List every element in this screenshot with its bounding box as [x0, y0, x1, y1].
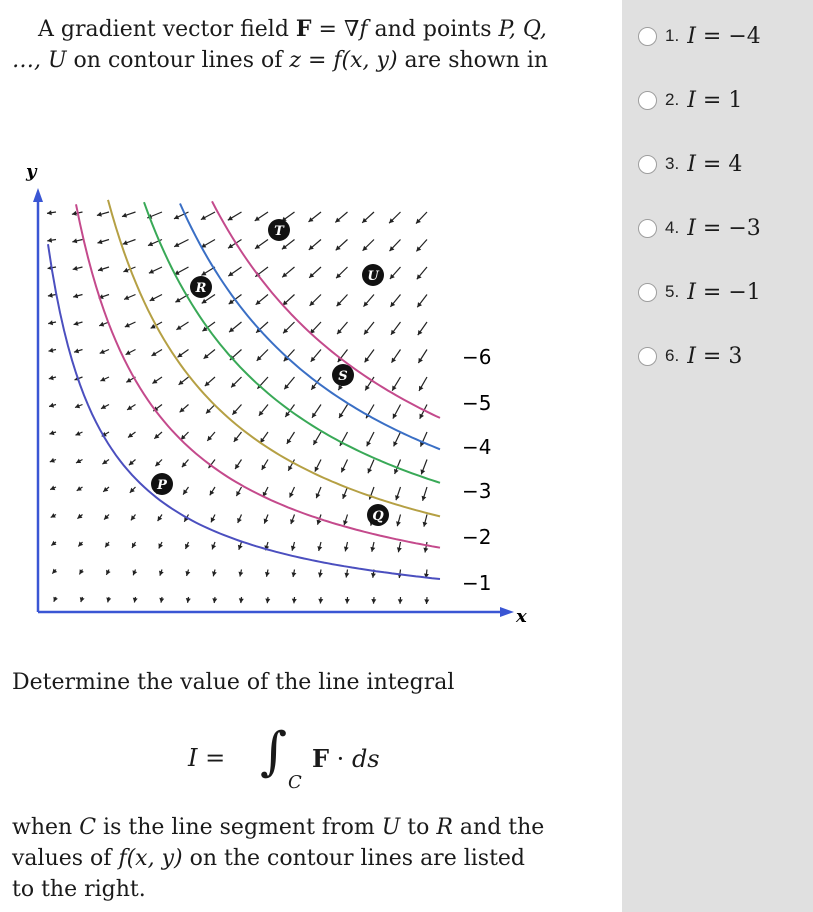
closing-text-3: to [407, 815, 430, 840]
option-5[interactable] [638, 277, 761, 307]
option-number: 5. [665, 282, 680, 301]
option-value: 4 [728, 151, 743, 177]
option-equation [687, 280, 761, 305]
option-equals: = [695, 215, 729, 241]
option-equals: = [695, 23, 729, 49]
svg-text:T: T [274, 224, 284, 239]
svg-text:R: R [195, 281, 207, 296]
contour-line [108, 200, 440, 517]
arrow-head-icon [105, 542, 110, 547]
option-variable: I [687, 87, 696, 113]
arrow-head-icon [398, 599, 403, 604]
option-value: 1 [728, 87, 743, 113]
arrow-head-icon [49, 375, 54, 380]
option-equation [687, 88, 742, 113]
arrow-head-icon [159, 598, 164, 603]
svg-text:U: U [367, 269, 379, 284]
option-equals: = [695, 151, 729, 177]
svg-text:S: S [338, 369, 348, 384]
contour-line [180, 204, 440, 450]
arrow-head-icon [396, 521, 401, 526]
level-label: −3 [462, 479, 492, 503]
arrow-head-icon [72, 211, 77, 216]
option-4[interactable] [638, 213, 761, 243]
arrow-head-icon [397, 547, 402, 552]
level-label: −5 [462, 391, 492, 415]
contour-level-labels [462, 345, 491, 595]
start-point: U [381, 815, 401, 840]
option-value: −4 [728, 23, 761, 49]
svg-text:Q: Q [372, 509, 384, 524]
intro-text-2: and points [374, 17, 492, 42]
integral-rhs [312, 744, 380, 773]
determine-text: Determine the value of the line integral [12, 670, 455, 695]
option-equation [687, 216, 761, 241]
arrow-head-icon [49, 348, 54, 353]
integrand-field: F [312, 744, 330, 773]
arrow-head-icon [292, 599, 297, 604]
y-axis-label: y [26, 161, 37, 182]
function-symbol: f [359, 17, 368, 42]
arrow-head-icon [345, 599, 350, 604]
closing-text-5: on the contour lines are listed to the right. [12, 846, 526, 902]
level-label: −1 [462, 571, 492, 595]
closing-text [12, 812, 552, 905]
option-variable: I [687, 23, 696, 49]
option-variable: I [687, 343, 696, 369]
option-2[interactable] [638, 85, 742, 115]
arrow-head-icon [73, 293, 78, 298]
intro-text-1: A gradient vector field [38, 17, 289, 42]
curve-symbol: C [79, 815, 97, 840]
svg-text:P: P [157, 478, 167, 493]
radio-button[interactable] [638, 219, 657, 238]
closing-text-2: is the line segment from [103, 815, 375, 840]
arrow-head-icon [178, 353, 183, 358]
radio-button[interactable] [638, 283, 657, 302]
option-value: 3 [728, 343, 743, 369]
arrow-head-icon [133, 598, 138, 603]
arrow-head-icon [228, 272, 233, 277]
arrow-head-icon [97, 212, 102, 217]
closing-text-1: when [12, 815, 73, 840]
option-number: 3. [665, 154, 680, 173]
arrow-head-icon [255, 244, 260, 249]
integral-lhs: I = [188, 744, 226, 772]
dot-product: · [329, 745, 352, 773]
arrow-head-icon [317, 546, 322, 551]
end-point: R [436, 815, 453, 840]
option-3[interactable] [638, 149, 742, 179]
option-variable: I [687, 215, 696, 241]
option-value: −1 [728, 279, 761, 305]
option-equation [687, 152, 742, 177]
point-t [268, 219, 290, 241]
arrow-head-icon [52, 569, 57, 574]
integral-sign: ∫ [260, 722, 288, 782]
x-axis-arrow-icon [500, 607, 514, 617]
contour-line [76, 204, 440, 547]
option-equation [687, 24, 761, 49]
integral-formula [188, 722, 448, 808]
point-q [367, 504, 389, 526]
y-axis-arrow-icon [33, 188, 43, 202]
arrow-head-icon [239, 598, 244, 603]
point-r [190, 276, 212, 298]
equals-sign: = [318, 17, 337, 42]
arrow-head-icon [424, 599, 429, 604]
intro-text [12, 14, 552, 76]
arrow-head-icon [73, 266, 78, 271]
point-p [151, 473, 173, 495]
option-value: −3 [728, 215, 761, 241]
arrow-head-icon [423, 548, 428, 553]
option-6[interactable] [638, 341, 742, 371]
arrow-head-icon [292, 572, 297, 577]
arrow-head-icon [371, 599, 376, 604]
option-number: 6. [665, 346, 680, 365]
integral-subscript: C [288, 772, 302, 793]
radio-button[interactable] [638, 155, 657, 174]
z-symbol: z [289, 48, 301, 73]
arrow-head-icon [265, 599, 270, 604]
integrand-ds: ds [351, 745, 380, 773]
arrow-head-icon [183, 489, 188, 494]
function-expression: f(x, y) [333, 48, 398, 73]
arrow-head-icon [239, 572, 244, 577]
arrow-head-icon [318, 572, 323, 577]
answer-panel [622, 0, 813, 912]
radio-button[interactable] [638, 91, 657, 110]
option-variable: I [687, 279, 696, 305]
arrow-head-icon [418, 330, 423, 335]
option-equals: = [695, 279, 729, 305]
arrow-head-icon [345, 573, 350, 578]
arrow-head-icon [265, 572, 270, 577]
arrow-head-icon [285, 412, 290, 417]
arrow-head-icon [370, 547, 375, 552]
nabla-symbol: ∇ [343, 17, 360, 42]
option-equals: = [695, 343, 729, 369]
arrow-head-icon [365, 357, 370, 362]
option-number: 4. [665, 218, 680, 237]
option-number: 1. [665, 26, 680, 45]
level-label: −2 [462, 525, 492, 549]
contour-line [48, 244, 440, 579]
closing-function: f(x, y) [118, 846, 183, 871]
arrow-head-icon [212, 571, 217, 576]
level-label: −4 [462, 435, 492, 459]
equals-sign-2: = [307, 48, 327, 73]
option-equation [687, 344, 742, 369]
point-u [362, 264, 384, 286]
point-s [332, 364, 354, 386]
contour-figure [0, 150, 560, 640]
arrow-head-icon [344, 547, 349, 552]
arrow-head-icon [106, 597, 111, 602]
arrow-head-icon [48, 320, 53, 325]
field-symbol: F [295, 16, 312, 42]
contour-line [212, 201, 440, 418]
points-list: P, Q, …, U [12, 17, 547, 73]
option-equals: = [695, 87, 729, 113]
arrow-head-icon [48, 293, 53, 298]
arrow-head-icon [423, 522, 428, 527]
intro-text-4: are shown in [404, 48, 549, 73]
arrow-head-icon [291, 546, 296, 551]
option-number: 2. [665, 90, 680, 109]
x-axis-label: x [516, 606, 527, 627]
option-variable: I [687, 151, 696, 177]
level-label: −6 [462, 345, 492, 369]
radio-button[interactable] [638, 347, 657, 366]
closing-text-4: and the values of [12, 815, 545, 871]
intro-text-3: on contour lines of [73, 48, 283, 73]
arrow-head-icon [318, 599, 323, 604]
radio-button[interactable] [638, 27, 657, 46]
arrow-head-icon [51, 541, 56, 546]
arrow-head-icon [72, 238, 77, 243]
option-1[interactable] [638, 21, 761, 51]
